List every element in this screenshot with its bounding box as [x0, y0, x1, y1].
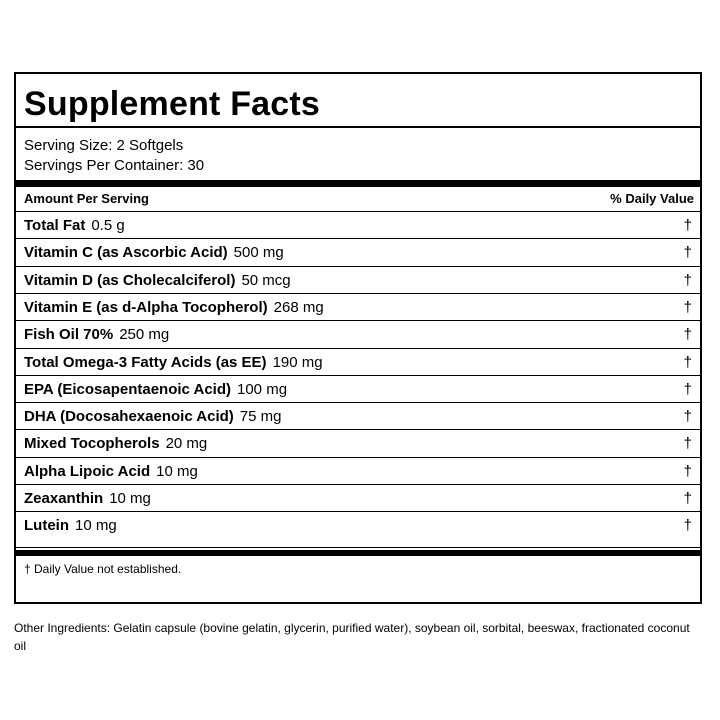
amount-per-serving-header: Amount Per Serving — [24, 191, 149, 206]
nutrient-label — [24, 326, 169, 343]
nutrient-label — [24, 490, 151, 507]
nutrient-amount: 190 mg — [272, 353, 323, 371]
nutrient-name: Vitamin D (as Cholecalciferol) — [24, 271, 236, 289]
nutrient-label — [24, 463, 198, 480]
daily-value-dagger: † — [683, 517, 692, 535]
footnote: † Daily Value not established. — [24, 562, 182, 576]
nutrient-name: DHA (Docosahexaenoic Acid) — [24, 408, 234, 426]
serving-size: Serving Size: 2 Softgels — [24, 137, 184, 154]
daily-value-dagger: † — [683, 298, 692, 316]
nutrient-amount: 10 mg — [109, 490, 151, 507]
daily-value-dagger: † — [683, 435, 692, 453]
nutrient-label — [24, 244, 284, 261]
nutrient-amount: 10 mg — [75, 517, 117, 535]
panel-title: Supplement Facts — [24, 85, 321, 123]
nutrient-amount: 75 mg — [239, 408, 282, 426]
nutrient-label — [24, 435, 207, 452]
nutrient-name: Fish Oil 70% — [24, 326, 114, 344]
nutrient-amount: 268 mg — [273, 298, 324, 316]
nutrient-amount: 20 mg — [165, 435, 208, 453]
nutrient-label — [24, 517, 117, 534]
nutrient-name: Vitamin C (as Ascorbic Acid) — [24, 244, 228, 262]
nutrient-row — [16, 320, 700, 347]
nutrient-row — [16, 457, 700, 484]
nutrient-label — [24, 354, 323, 371]
servings-per-container: Servings Per Container: 30 — [24, 157, 205, 174]
nutrient-amount: 250 mg — [119, 326, 170, 344]
daily-value-dagger: † — [683, 353, 692, 371]
nutrient-label — [24, 272, 291, 289]
nutrient-name: EPA (Eicosapentaenoic Acid) — [24, 380, 231, 398]
nutrient-name: Vitamin E (as d-Alpha Tocopherol) — [24, 298, 268, 316]
nutrient-name: Zeaxanthin — [24, 490, 104, 507]
nutrient-row — [16, 511, 700, 538]
daily-value-dagger: † — [683, 271, 692, 289]
daily-value-dagger: † — [683, 326, 692, 344]
nutrient-amount: 100 mg — [237, 380, 288, 398]
nutrient-row — [16, 429, 700, 456]
nutrient-name: Mixed Tocopherols — [24, 435, 160, 453]
daily-value-dagger: † — [683, 217, 692, 234]
daily-value-dagger: † — [683, 244, 692, 262]
nutrient-amount: 50 mcg — [241, 271, 291, 289]
other-ingredients: Other Ingredients: Gelatin capsule (bovine gelatin, glycerin, purified water), soybean oil, sorbital, beeswax, fractionated coconut oil — [14, 621, 690, 653]
nutrient-amount: 10 mg — [156, 462, 198, 480]
nutrient-row — [16, 484, 700, 511]
nutrient-row — [16, 402, 700, 429]
nutrient-row — [16, 293, 700, 320]
nutrient-name: Alpha Lipoic Acid — [24, 462, 151, 480]
nutrient-row — [16, 266, 700, 293]
daily-value-dagger: † — [683, 408, 692, 426]
nutrient-name: Total Omega-3 Fatty Acids (as EE) — [24, 353, 267, 371]
nutrient-label — [24, 381, 287, 398]
table-bottom-divider — [16, 547, 700, 548]
nutrient-label — [24, 299, 324, 316]
daily-value-dagger: † — [683, 462, 692, 480]
daily-value-dagger: † — [683, 380, 692, 398]
nutrient-name: Lutein — [24, 517, 69, 535]
nutrient-label — [24, 408, 281, 425]
nutrient-row — [16, 348, 700, 375]
nutrient-row — [16, 238, 700, 265]
nutrient-amount: 0.5 g — [91, 217, 125, 234]
nutrient-amount: 500 mg — [233, 244, 284, 262]
title-divider — [16, 126, 700, 128]
supplement-facts-panel — [14, 72, 702, 604]
daily-value-dagger: † — [683, 490, 692, 507]
nutrient-label — [24, 217, 125, 234]
nutrient-row — [16, 211, 700, 238]
nutrient-row — [16, 375, 700, 402]
daily-value-header: % Daily Value — [610, 191, 694, 206]
thick-divider-bottom — [16, 550, 700, 556]
nutrient-name: Total Fat — [24, 217, 86, 234]
thick-divider-top — [16, 180, 700, 187]
